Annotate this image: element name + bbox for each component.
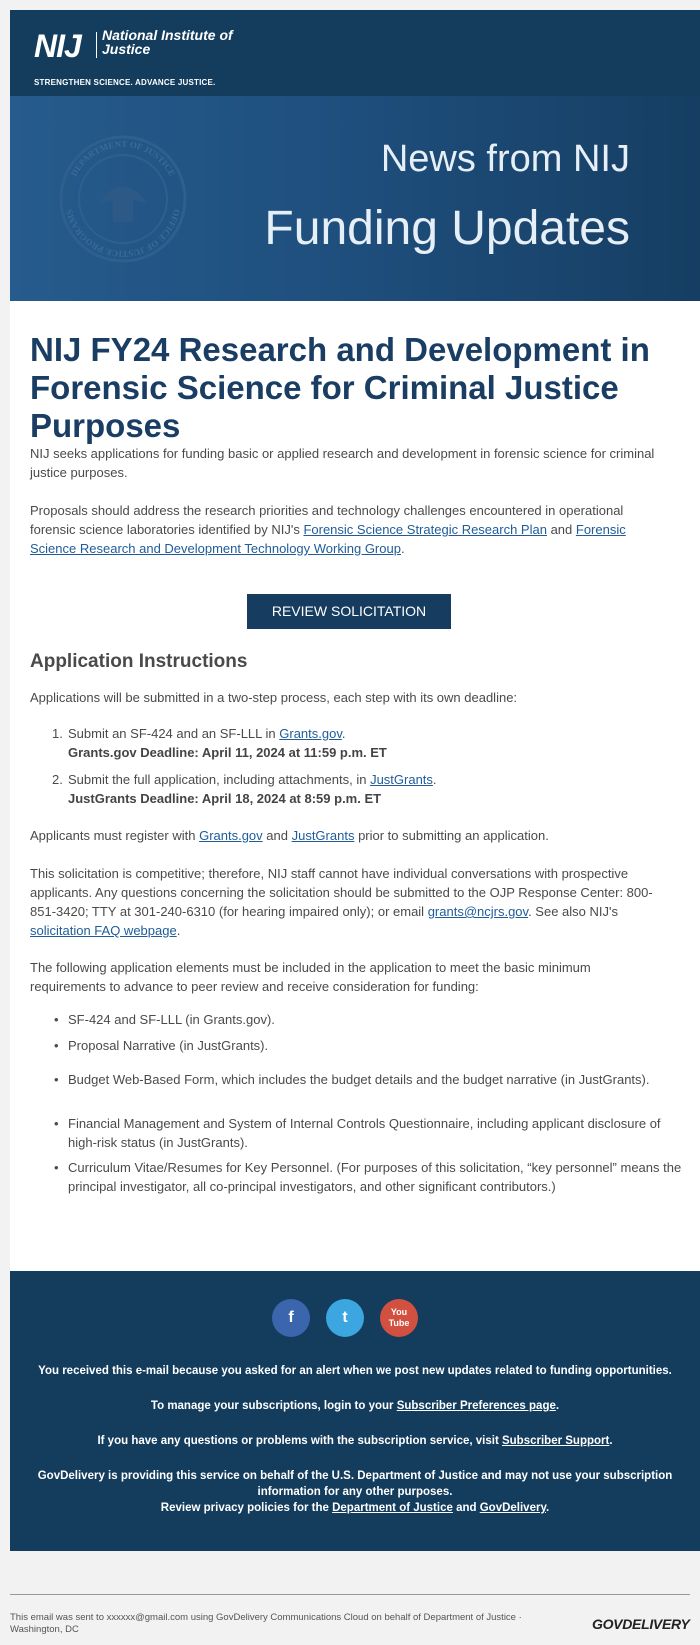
list-item: • Financial Management and System of Internal Controls Questionnaire, including applicant disclosure of high-risk status (in JustGrants). bbox=[50, 1114, 688, 1152]
justgrants-link[interactable]: JustGrants bbox=[370, 772, 433, 787]
doj-seal-icon bbox=[58, 134, 188, 264]
review-solicitation-button[interactable]: REVIEW SOLICITATION bbox=[247, 594, 451, 629]
list-item: • Proposal Narrative (in JustGrants). bbox=[50, 1036, 688, 1055]
step2-deadline: JustGrants Deadline: April 18, 2024 at 8:59 p.m. ET bbox=[68, 791, 382, 806]
youtube-icon[interactable]: You Tube bbox=[380, 1299, 418, 1337]
divider bbox=[10, 1594, 690, 1595]
facebook-icon[interactable]: f bbox=[272, 1299, 310, 1337]
step1-text: Submit an SF-424 and an SF-LLL in Grants.gov. bbox=[68, 726, 346, 741]
article-title: NIJ FY24 Research and Development in Forensic Science for Criminal Justice Purposes bbox=[30, 331, 650, 444]
register-justgrants-link[interactable]: JustGrants bbox=[291, 828, 355, 843]
govdelivery-text: GovDelivery is providing this service on behalf of the U.S. Department of Justice and may not use your subscription information for any other purposes. bbox=[37, 1470, 673, 1498]
two-step-text: Applications will be submitted in a two-step process, each step with its own deadline: bbox=[30, 690, 518, 705]
logo-abbr: NIJ bbox=[34, 28, 81, 64]
manage-text: To manage your subscriptions, login to your Subscriber Preferences page. bbox=[150, 1400, 560, 1412]
strategic-plan-link[interactable]: Forensic Science Strategic Research Plan bbox=[303, 522, 547, 537]
logo-name: National Institute of Justice bbox=[102, 27, 233, 57]
logo-tagline: STRENGTHEN SCIENCE. ADVANCE JUSTICE. bbox=[34, 78, 216, 87]
list-item: • Curriculum Vitae/Resumes for Key Personnel. (For purposes of this solicitation, “key personnel” means the principal investigator, all co-principal investigators, and other significant contributors.) bbox=[50, 1158, 688, 1196]
header-bar bbox=[10, 10, 700, 96]
govdelivery-privacy-link[interactable]: GovDelivery bbox=[479, 1502, 546, 1514]
banner bbox=[10, 96, 700, 301]
instructions-heading: Application Instructions bbox=[30, 651, 248, 672]
twitter-icon[interactable]: t bbox=[326, 1299, 364, 1337]
list-item: • SF-424 and SF-LLL (in Grants.gov). bbox=[50, 1010, 688, 1029]
received-text: You received this e-mail because you asked for an alert when we post new updates related to funding opportunities. bbox=[38, 1365, 672, 1377]
privacy-text: Review privacy policies for the Department of Justice and GovDelivery. bbox=[160, 1502, 550, 1514]
register-paragraph: Applicants must register with Grants.gov and JustGrants prior to submitting an application. bbox=[30, 828, 549, 843]
footer bbox=[10, 1271, 700, 1551]
grants-gov-link[interactable]: Grants.gov bbox=[279, 726, 342, 741]
sent-to-text: This email was sent to xxxxxx@gmail.com using GovDelivery Communications Cloud on behalf of Department of Justice · Washington, DC bbox=[10, 1612, 522, 1635]
step2-text: Submit the full application, including attachments, in JustGrants. bbox=[68, 772, 437, 787]
article-body bbox=[10, 301, 700, 1271]
step1-number: 1. bbox=[52, 726, 63, 741]
svg-text:DEPARTMENT OF JUSTICE bbox=[69, 139, 177, 178]
intro-paragraph: NIJ seeks applications for funding basic or applied research and development in forensic science for criminal justice purposes. bbox=[30, 446, 655, 480]
faq-link[interactable]: solicitation FAQ webpage bbox=[30, 923, 177, 938]
banner-line1: News from NIJ bbox=[380, 138, 630, 180]
elements-intro: The following application elements must be included in the application to meet the basic minimum requirements to advance to peer review and receive consideration for funding: bbox=[30, 960, 591, 994]
doj-privacy-link[interactable]: Department of Justice bbox=[332, 1502, 453, 1514]
proposals-paragraph: Proposals should address the research priorities and technology challenges encountered in operational forensic science laboratories identified by NIJ's Forensic Science Strategic Research Plan and Forensic Science Research and Development Technology Working Group. bbox=[30, 503, 626, 556]
list-item: • Budget Web-Based Form, which includes the budget details and the budget narrative (in JustGrants). bbox=[50, 1070, 688, 1089]
step2-number: 2. bbox=[52, 772, 63, 787]
twg-link[interactable]: Forensic Science Research and Development Technology Working Group bbox=[30, 522, 626, 556]
subscriber-preferences-link[interactable]: Subscriber Preferences page bbox=[396, 1400, 556, 1412]
govdelivery-logo[interactable]: GOVDELIVERY bbox=[592, 1616, 690, 1632]
grants-email-link[interactable]: grants@ncjrs.gov bbox=[427, 904, 529, 919]
register-grants-gov-link[interactable]: Grants.gov bbox=[199, 828, 263, 843]
questions-text: If you have any questions or problems with the subscription service, visit Subscriber Support. bbox=[97, 1435, 613, 1447]
subscriber-support-link[interactable]: Subscriber Support bbox=[501, 1435, 610, 1447]
seal-top-text: DEPARTMENT OF JUSTICE bbox=[68, 138, 178, 178]
competitive-paragraph: This solicitation is competitive; therefore, NIJ staff cannot have individual conversations with prospective applicants. Any questions concerning the solicitation should be submitted to the OJP Response Center: 800-851-3420; TTY at 301-240-6310 (for hearing impaired only); or email grants@ncjrs.gov. See also NIJ's solicitation FAQ webpage. bbox=[30, 866, 653, 938]
step1-deadline: Grants.gov Deadline: April 11, 2024 at 11:59 p.m. ET bbox=[68, 745, 387, 760]
logo-divider bbox=[96, 32, 97, 58]
seal-bottom-text: OFFICE OF JUSTICE PROGRAMS bbox=[64, 208, 182, 260]
banner-line2: Funding Updates bbox=[264, 202, 630, 255]
